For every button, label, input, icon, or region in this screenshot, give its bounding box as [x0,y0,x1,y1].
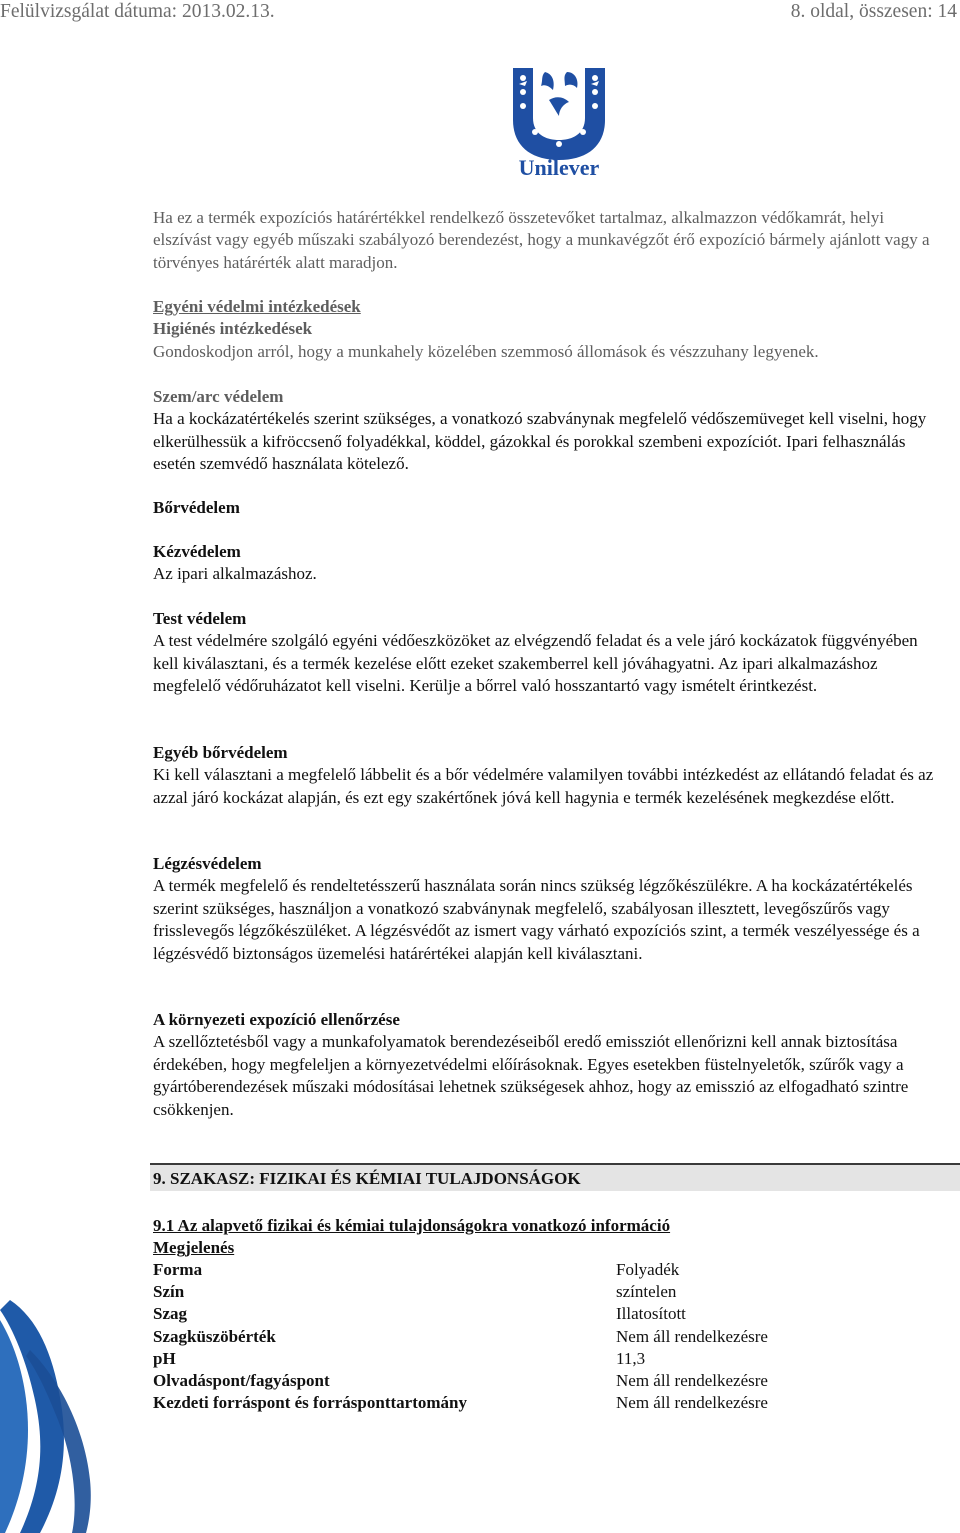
page-info: 8. oldal, összesen: 14 [790,1,957,22]
skin-protection-block [153,497,943,519]
property-label: pH [153,1349,176,1368]
body-protection-heading: Test védelem [153,609,247,628]
section-9-1-title: 9.1 Az alapvető fizikai és kémiai tulajdonságokra vonatkozó információ [153,1216,671,1235]
decorative-swoosh-icon [0,1290,150,1533]
hand-protection-heading: Kézvédelem [153,542,241,561]
section-9-title: 9. SZAKASZ: FIZIKAI ÉS KÉMIAI TULAJDONSÁGOK [153,1169,581,1188]
environmental-exposure-text: A szellőztetésből vagy a munkafolyamatok berendezéseiből eredő emissziót ellenőrizni kell annak biztosítása érdekében, hogy megfeleljen a környezetvédelmi előírásoknak. Egyes esetekben füstelnyeletők, szűrők vagy a gyártóberendezések műszaki módosításai lehetnek szükségesek ahhoz, hogy az emisszió az elfogadható szintre csökkenjen. [153,1032,909,1119]
personal-protection-block [153,296,943,363]
other-skin-protection-text: Ki kell választani a megfelelő lábbelit és a bőr védelmére valamilyen további intézkedést az ellátandó feladat és az azzal járó kockázat alapján, és ezt egy szakértőnek jóvá kell hagynia e termék kezelésének megkezdése előtt. [153,765,934,807]
hygiene-text: Gondoskodjon arról, hogy a munkahely közelében szemmosó állomások és vészzuhany legyenek. [153,341,819,361]
property-label: Szín [153,1282,185,1301]
environmental-exposure-heading: A környezeti expozíció ellenőrzése [153,1010,400,1029]
property-value: Folyadék [616,1260,680,1279]
section-9-bar [150,1163,960,1191]
eye-protection-heading: Szem/arc védelem [153,387,284,406]
section-9-1-block [153,1215,943,1260]
property-value: Nem áll rendelkezésre [616,1393,768,1412]
body-protection-block [153,608,943,698]
property-value: Nem áll rendelkezésre [616,1327,768,1346]
property-row [153,1326,953,1348]
other-skin-protection-block [153,742,943,809]
property-label: Szag [153,1304,187,1323]
property-value: színtelen [616,1282,677,1301]
review-date: Felülvizsgálat dátuma: 2013.02.13. [0,1,275,22]
property-value: Nem áll rendelkezésre [616,1371,768,1390]
property-label: Olvadáspont/fagyáspont [153,1371,330,1390]
skin-protection-heading: Bőrvédelem [153,498,240,517]
hygiene-heading: Higiénés intézkedések [153,319,313,339]
respiratory-protection-text: A termék megfelelő és rendeltetésszerű használata során nincs szükség légzőkészülékre. A ha kockázatértékelés szerint szükséges, használjon a vonatkozó szabványnak megfelelő, szabályosan illesztett, levegőszűrős vagy frisslevegős légzőkészüléket. A légzésvédőt az ismert vagy várható expozíciós szint, a termék veszélyessége és a légzésvédő biztonságos üzemelési határértékei alapján kell kiválasztani. [153,876,920,963]
property-row [153,1259,953,1281]
respiratory-protection-heading: Légzésvédelem [153,854,262,873]
property-row [153,1392,953,1414]
page-header [0,0,960,28]
personal-protection-heading: Egyéni védelmi intézkedések [153,297,361,316]
hand-protection-block [153,541,943,586]
property-label: Szagküszöbérték [153,1327,276,1346]
unilever-logo [505,64,613,184]
respiratory-protection-block [153,853,943,965]
unilever-wordmark: Unilever [518,155,600,180]
eye-protection-block [153,386,943,476]
property-value: 11,3 [616,1349,646,1368]
appearance-heading: Megjelenés [153,1238,235,1258]
other-skin-protection-heading: Egyéb bőrvédelem [153,743,288,762]
environmental-exposure-block [153,1009,943,1121]
property-row [153,1281,953,1303]
property-row [153,1348,953,1370]
eye-protection-text: Ha a kockázatértékelés szerint szükséges, a vonatkozó szabványnak megfelelő védőszemüveget kell viselni, hogy elkerülhessük a kifröccsenő folyadékkal, köddel, gázokkal és porokkal szembeni expozíciót. Ipari felhasználás esetén szemvédő használata kötelező. [153,409,927,474]
intro-paragraph: Ha ez a termék expozíciós határértékkel rendelkező összetevőket tartalmaz, alkalmazzon védőkamrát, helyi elszívást vagy egyéb műszaki szabályozó berendezést, hogy a munkavégzőt érő expozíció bármely ajánlott vagy a törvényes határérték alatt maradjon. [153,208,930,272]
property-value: Illatosított [616,1304,686,1323]
property-label: Kezdeti forráspont és forrásponttartomány [153,1393,467,1412]
property-row [153,1370,953,1392]
hand-protection-text: Az ipari alkalmazáshoz. [153,564,317,584]
property-label: Forma [153,1260,203,1279]
body-protection-text: A test védelmére szolgáló egyéni védőeszközöket az elvégzendő feladat és a vele járó kockázatok függvényében kell kiválasztani, és a termék kezelése előtt ezeket szakemberrel kell jóváhagyatni. Az ipari alkalmazáshoz megfelelő védőruházatot kell viselni. Kerülje a bőrrel való hosszantartó vagy ismételt érintkezést. [153,631,918,696]
property-row [153,1303,953,1325]
